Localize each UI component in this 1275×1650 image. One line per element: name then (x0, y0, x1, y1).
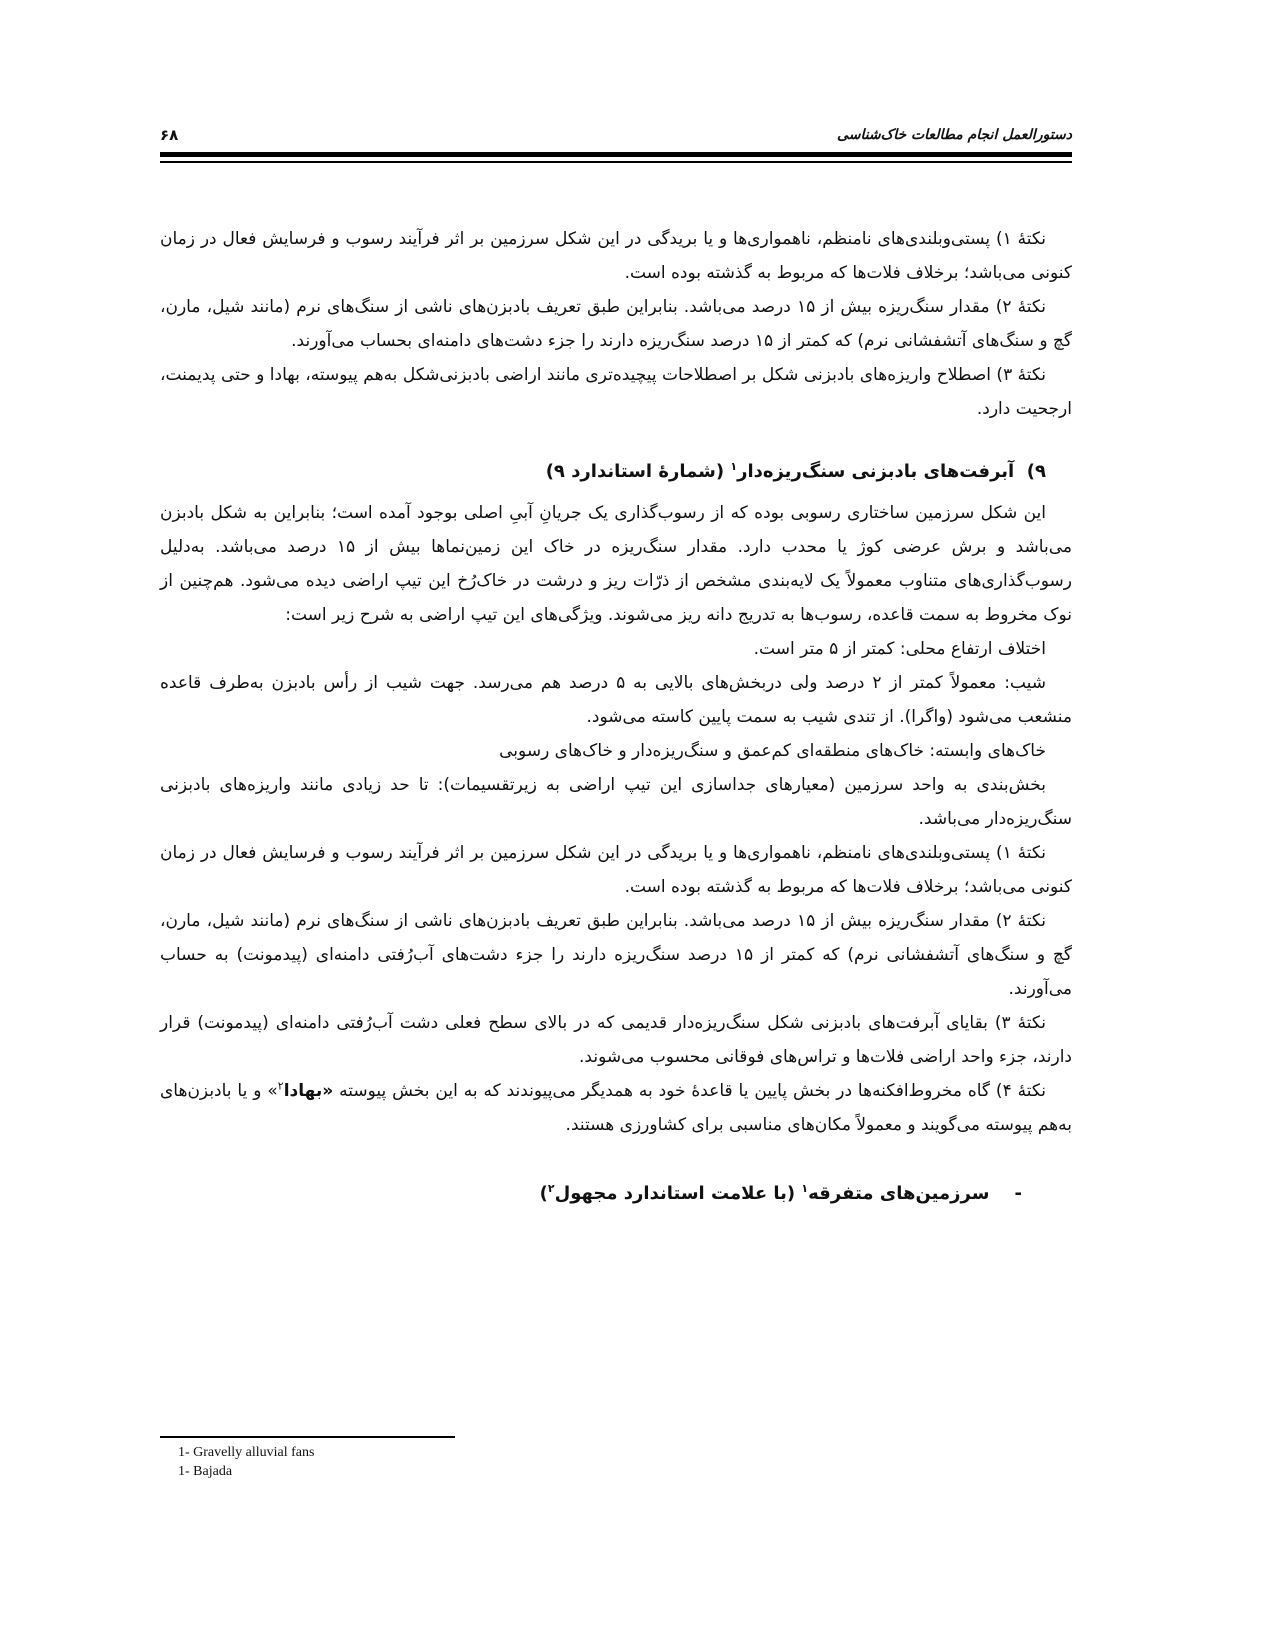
body-paragraph: خاک‌های وابسته: خاک‌های منطقه‌ای کم‌عمق و سنگ‌ریزه‌دار و خاک‌های رسوبی (499, 741, 1046, 761)
header-rule-thin (160, 161, 1072, 163)
note-text: و یا بادبزن‌های به‌هم پیوسته می‌گویند و معمولاً مکان‌های مناسبی برای کشاورزی هستند. (160, 1081, 1072, 1135)
footnote-separator (160, 1436, 455, 1438)
section-number: ۹) (1026, 461, 1046, 482)
running-title: دستورالعمل انجام مطالعات خاک‌شناسی (837, 127, 1072, 143)
header-rule-thick (160, 152, 1072, 157)
footnote: 1- Gravelly alluvial fans (178, 1445, 315, 1460)
note-text: نکتهٔ ۴) گاه مخروط‌افکنه‌ها در بخش پایین یا قاعدهٔ خود به همدیگر می‌پیوندند که به این بخش پیوسته (333, 1081, 1046, 1101)
footnote-marker: ۲ (547, 1182, 555, 1195)
bajada-term: «بهادا (283, 1081, 334, 1101)
body-paragraph: این شکل سرزمین ساختاری رسوبی بوده که از رسوب‌گذاری یک جریانِ آبیِ اصلی بوجود آمده است؛ بنابراین به شکل بادبزن می‌باشد و برش عرضی کوژ یا محدب دارد. مقدار سنگ‌ریزه در خاک این زمین‌نماها بیش از ۱۵ درصد می‌باشد. به‌دلیل رسوب‌گذاری‌های متناوب معمولاً یک لایه‌بندی مشخص از ذرّات ریز و درشت در خاک‌رُخ این تیپ اراضی دیده می‌شود. هم‌چنین از نوک مخروط به سمت قاعده، رسوب‌ها به تدریج دانه ریز می‌شوند. ویژگی‌های این تیپ اراضی به شرح زیر است: (160, 503, 1072, 625)
footnote-marker: ۱ (801, 1182, 809, 1195)
bajada-term-close: » (267, 1081, 278, 1101)
note-paragraph: نکتهٔ ۳) بقایای آبرفت‌های بادبزنی شکل سنگ‌ریزه‌دار قدیمی که در بالای سطح فعلی دشت آب‌رُفتی دامنه‌ای (پیدمونت) قرار دارند، جزء واحد اراضی فلات‌ها و تراس‌های فوقانی محسوب می‌شوند. (160, 1013, 1072, 1067)
body-paragraph: اختلاف ارتفاع محلی: کمتر از ۵ متر است. (753, 639, 1046, 659)
section-title-suffix: (شمارهٔ استاندارد ۹) (545, 461, 731, 482)
subsection-title: سرزمین‌های متفرقه (808, 1183, 990, 1204)
note-paragraph: نکتهٔ ۱) پستی‌وبلندی‌های نامنظم، ناهمواری‌ها و یا بریدگی در این شکل سرزمین بر اثر فرآیند رسوب و فرسایش فعال در زمان کنونی می‌باشد؛ برخلاف فلات‌ها که مربوط به گذشته بوده است. (160, 229, 1072, 283)
footnote-marker: ۱ (730, 460, 738, 473)
body-paragraph: بخش‌بندی به واحد سرزمین (معیارهای جداسازی این تیپ اراضی به زیرتقسیمات): تا حد زیادی مانند واریزه‌های بادبزنی سنگ‌ریزه‌دار می‌باشد. (160, 775, 1072, 829)
page-number: ۶۸ (160, 126, 179, 144)
note-paragraph: نکتهٔ ۲) مقدار سنگ‌ریزه بیش از ۱۵ درصد می‌باشد. بنابراین طبق تعریف بادبزن‌های ناشی از سنگ‌های نرم (مانند شیل، مارن، گچ و سنگ‌های آتشفشانی نرم) که کمتر از ۱۵ درصد سنگ‌ریزه دارند را جزء دشت‌های دامنه‌ای بحساب می‌آورند. (160, 297, 1072, 351)
body-paragraph: شیب: معمولاً کمتر از ۲ درصد ولی دربخش‌های بالایی به ۵ درصد هم می‌رسد. جهت شیب از رأس بادبزن به‌طرف قاعده منشعب می‌شود (واگرا). از تندی شیب به سمت پایین کاسته می‌شود. (160, 673, 1072, 727)
page-header (160, 124, 1072, 146)
footnotes (178, 1443, 578, 1481)
note-paragraph: نکتهٔ ۱) پستی‌وبلندی‌های نامنظم، ناهمواری‌ها و یا بریدگی در این شکل سرزمین بر اثر فرآیند رسوب و فرسایش فعال در زمان کنونی می‌باشد؛ برخلاف فلات‌ها که مربوط به گذشته بوده است. (160, 843, 1072, 897)
subsection-close: ) (539, 1183, 548, 1204)
subsection-middle: (با علامت استاندارد مجهول (554, 1183, 802, 1204)
section-heading (160, 454, 1072, 490)
note-paragraph (160, 1074, 1072, 1142)
section-title: آبرفت‌های بادبزنی سنگ‌ریزه‌دار (737, 461, 1015, 482)
note-paragraph: نکتهٔ ۲) مقدار سنگ‌ریزه بیش از ۱۵ درصد می‌باشد. بنابراین طبق تعریف بادبزن‌های ناشی از سنگ‌های نرم (مانند شیل، مارن، گچ و سنگ‌های آتشفشانی نرم) که کمتر از ۱۵ درصد سنگ‌ریزه دارند را جزء دشت‌های آب‌رُفتی دامنه‌ای (پیدمونت) به حساب می‌آورند. (160, 911, 1072, 999)
note-paragraph: نکتهٔ ۳) اصطلاح واریزه‌های بادبزنی شکل بر اصطلاحات پیچیده‌تری مانند اراضی بادبزنی‌شکل به‌هم پیوسته، بهادا و حتی پدیمنت، ارجحیت دارد. (160, 365, 1072, 419)
subsection-heading (160, 1176, 1072, 1212)
subsection-dash: - (1014, 1183, 1022, 1204)
page-body (160, 222, 1072, 1212)
footnote: 1- Bajada (178, 1464, 233, 1479)
footnote-marker: ۲ (277, 1079, 284, 1093)
